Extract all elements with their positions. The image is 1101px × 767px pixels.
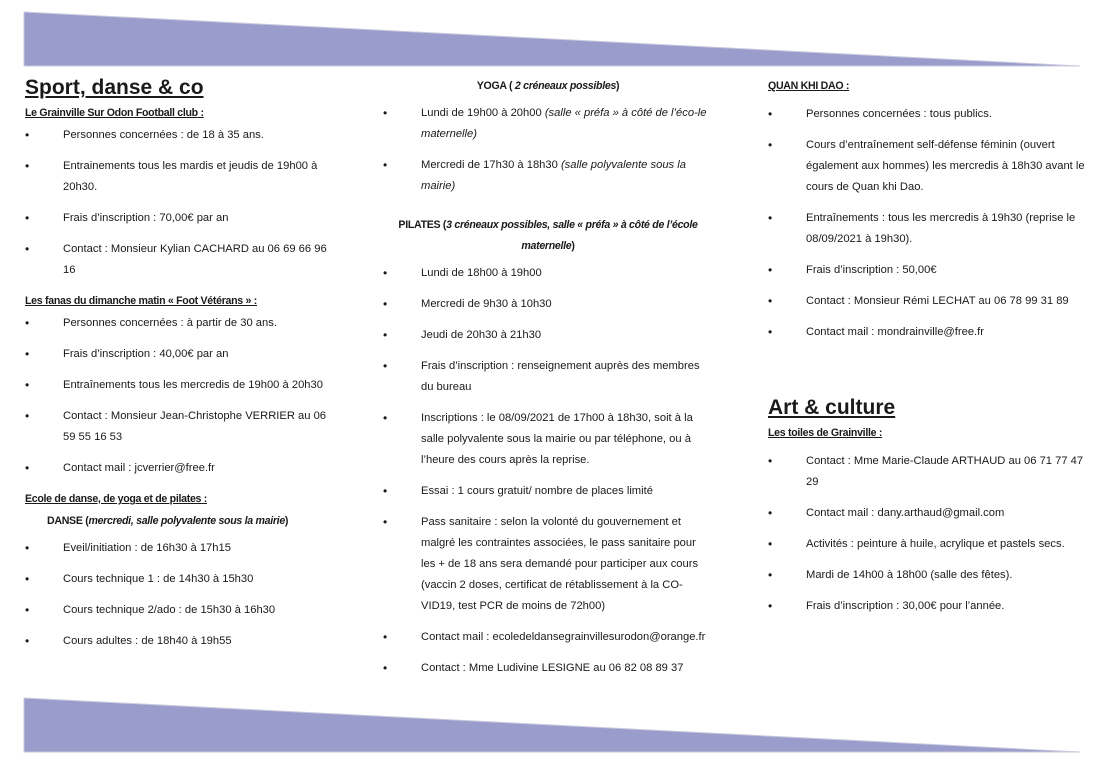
list-item: • Cours d’entraînement self-défense féminin (ouvert également aux hommes) les mercredis à 18h30 avant le cours de Quan khi Dao.	[768, 135, 1088, 198]
list-item: • Contact mail : jcverrier@free.fr	[25, 458, 335, 479]
list-item: • Mercredi de 9h30 à 10h30	[383, 294, 713, 315]
section-title-art: Art & culture	[768, 396, 896, 419]
yoga-list	[383, 103, 713, 197]
list-item: • Contact mail : ecoledeldansegrainvillesurodon@orange.fr	[383, 627, 713, 648]
veterans-list	[25, 313, 335, 479]
list-item: • Frais d’inscription : 70,00€ par an	[25, 208, 335, 229]
toiles-list	[768, 451, 1088, 617]
toiles-heading: Les toiles de Grainville :	[768, 427, 883, 439]
list-item: • Contact : Monsieur Kylian CACHARD au 06 69 66 96 16	[25, 239, 335, 281]
column-right	[768, 72, 1088, 627]
list-item: • Personnes concernées : tous publics.	[768, 104, 1088, 125]
list-item: • Inscriptions : le 08/09/2021 de 17h00 à 18h30, soit à la salle polyvalente sous la mairie ou par téléphone, ou à l’heure des cours après la reprise.	[383, 408, 713, 471]
list-item: • Frais d’inscription : 50,00€	[768, 260, 1088, 281]
veterans-heading: Les fanas du dimanche matin « Foot Vétérans » :	[25, 295, 257, 307]
yoga-heading: YOGA ( 2 créneaux possibles)	[476, 80, 620, 92]
list-item: • Entraînements : tous les mercredis à 19h30 (reprise le 08/09/2021 à 19h30).	[768, 208, 1088, 250]
bottom-decorative-band	[0, 690, 1101, 767]
quan-heading: QUAN KHI DAO :	[768, 80, 850, 92]
list-item: • Contact : Monsieur Rémi LECHAT au 06 78 99 31 89	[768, 291, 1088, 312]
list-item: • Lundi de 18h00 à 19h00	[383, 263, 713, 284]
ecole-heading: Ecole de danse, de yoga et de pilates :	[25, 493, 207, 505]
list-item: • Mercredi de 17h30 à 18h30 (salle polyvalente sous la mairie)	[383, 155, 713, 197]
list-item: • Cours technique 1 : de 14h30 à 15h30	[25, 569, 335, 590]
list-item: • Cours technique 2/ado : de 15h30 à 16h30	[25, 600, 335, 621]
list-item: • Frais d’inscription : renseignement auprès des membres du bureau	[383, 356, 713, 398]
danse-list	[25, 538, 335, 652]
column-middle	[383, 72, 713, 689]
list-item: • Mardi de 14h00 à 18h00 (salle des fêtes).	[768, 565, 1088, 586]
list-item: • Frais d’inscription : 30,00€ pour l’année.	[768, 596, 1088, 617]
list-item: • Personnes concernées : à partir de 30 ans.	[25, 313, 335, 334]
list-item: • Pass sanitaire : selon la volonté du gouvernement et malgré les contraintes associées, le pass sanitaire pour les + de 18 ans sera demandé pour participer aux cours (vaccin 2 doses, certificat de rétablissement à la CO-VID19, test PCR de moins de 72h00)	[383, 512, 713, 617]
list-item: • Contact : Mme Ludivine LESIGNE au 06 82 08 89 37	[383, 658, 713, 679]
list-item: • Essai : 1 cours gratuit/ nombre de places limité	[383, 481, 713, 502]
list-item: • Cours adultes : de 18h40 à 19h55	[25, 631, 335, 652]
football-list	[25, 125, 335, 281]
list-item: • Entrainements tous les mardis et jeudis de 19h00 à 20h30.	[25, 156, 335, 198]
list-item: • Contact mail : dany.arthaud@gmail.com	[768, 503, 1088, 524]
football-heading: Le Grainville Sur Odon Football club :	[25, 107, 204, 119]
list-item: • Personnes concernées : de 18 à 35 ans.	[25, 125, 335, 146]
section-title-sport: Sport, danse & co	[25, 76, 204, 99]
list-item: • Jeudi de 20h30 à 21h30	[383, 325, 713, 346]
list-item: • Contact : Monsieur Jean-Christophe VERRIER au 06 59 55 16 53	[25, 406, 335, 448]
list-item: • Lundi de 19h00 à 20h00 (salle « préfa » à côté de l’éco-le maternelle)	[383, 103, 713, 145]
list-item: • Contact : Mme Marie-Claude ARTHAUD au 06 71 77 47 29	[768, 451, 1088, 493]
list-item: • Eveil/initiation : de 16h30 à 17h15	[25, 538, 335, 559]
danse-heading: DANSE (mercredi, salle polyvalente sous la mairie)	[47, 515, 289, 527]
pilates-heading: PILATES (3 créneaux possibles, salle « préfa » à côté de l’école maternelle)	[398, 219, 698, 252]
list-item: • Contact mail : mondrainville@free.fr	[768, 322, 1088, 343]
list-item: • Entraînements tous les mercredis de 19h00 à 20h30	[25, 375, 335, 396]
list-item: • Frais d’inscription : 40,00€ par an	[25, 344, 335, 365]
list-item: • Activités : peinture à huile, acrylique et pastels secs.	[768, 534, 1088, 555]
top-decorative-band	[0, 0, 1101, 72]
quan-list	[768, 104, 1088, 343]
column-left	[25, 72, 335, 662]
pilates-list	[383, 263, 713, 679]
